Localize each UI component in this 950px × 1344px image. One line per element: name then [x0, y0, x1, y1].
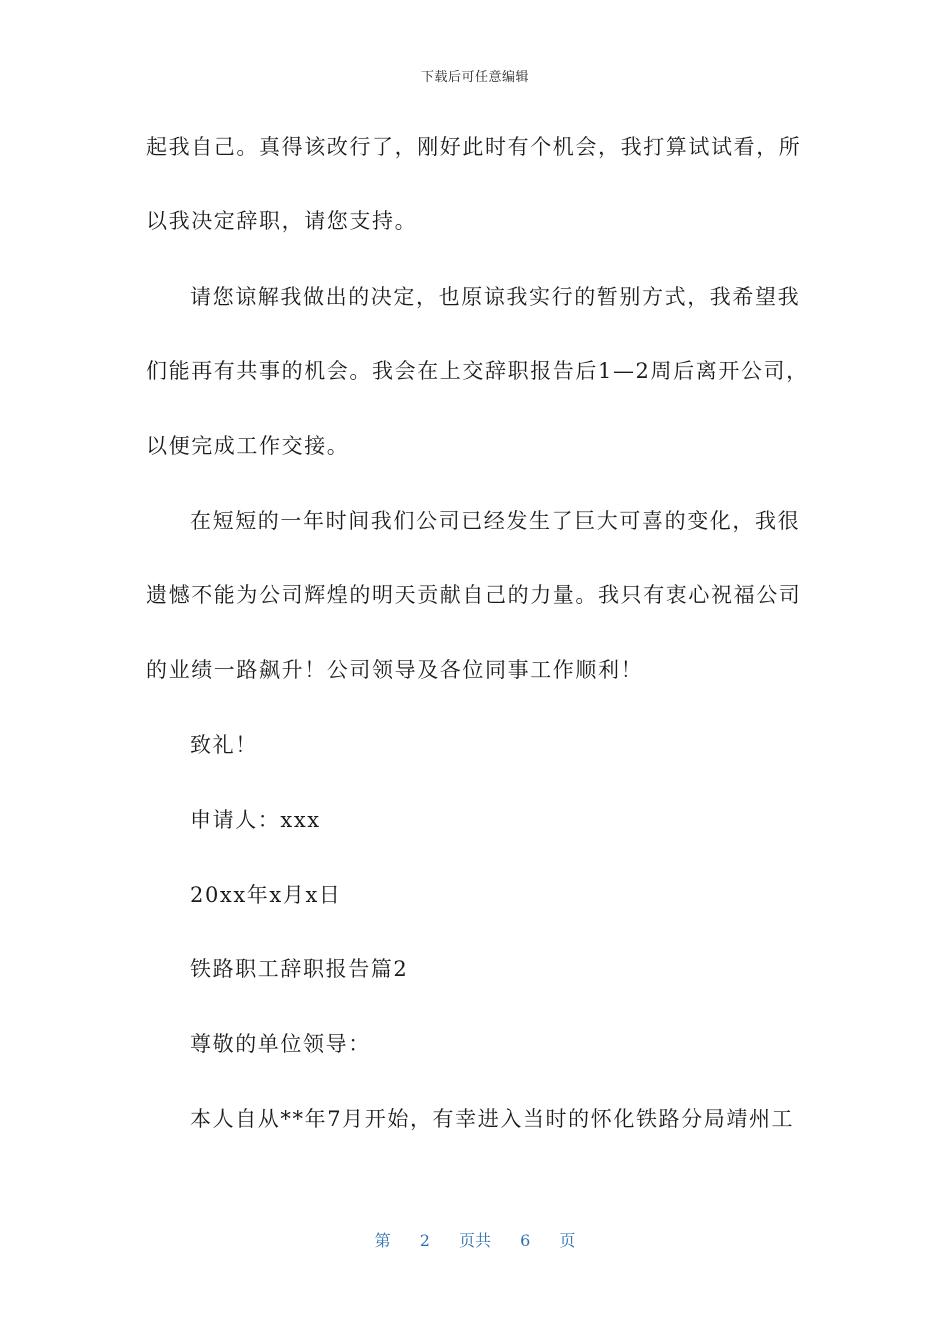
footer-ye: 页 — [559, 1231, 576, 1250]
text-line: 尊敬的单位领导： — [190, 1032, 371, 1056]
page-footer — [0, 1228, 950, 1251]
footer-page-number: 2 — [419, 1231, 430, 1250]
text-line: 的业绩一路飙升！公司领导及各位同事工作顺利！ — [146, 658, 644, 682]
text-line: 本人自从**年7月开始，有幸进入当时的怀化铁路分局靖州工 — [190, 1107, 795, 1131]
footer-total-pages: 6 — [520, 1231, 531, 1250]
footer-ye-gong: 页共 — [458, 1231, 491, 1250]
text-line: 在短短的一年时间我们公司已经发生了巨大可喜的变化，我很 — [190, 509, 801, 533]
text-line: 20xx年x月x日 — [190, 883, 342, 907]
text-line: 请您谅解我做出的决定，也原谅我实行的暂别方式，我希望我 — [190, 285, 801, 309]
text-line: 铁路职工辞职报告篇2 — [190, 957, 409, 981]
text-line: 申请人：xxx — [190, 808, 321, 832]
text-line: 以我决定辞职，请您支持。 — [146, 209, 418, 233]
footer-di: 第 — [374, 1231, 391, 1250]
page-header: 下载后可任意编辑 — [420, 70, 529, 85]
text-line: 致礼！ — [190, 733, 258, 757]
text-line: 们能再有共事的机会。我会在上交辞职报告后1—2周后离开公司， — [146, 359, 809, 383]
text-line: 起我自己。真得该改行了，刚好此时有个机会，我打算试试看，所 — [146, 135, 802, 159]
text-line: 以便完成工作交接。 — [146, 434, 350, 458]
text-line: 遗憾不能为公司辉煌的明天贡献自己的力量。我只有衷心祝福公司 — [146, 583, 802, 607]
